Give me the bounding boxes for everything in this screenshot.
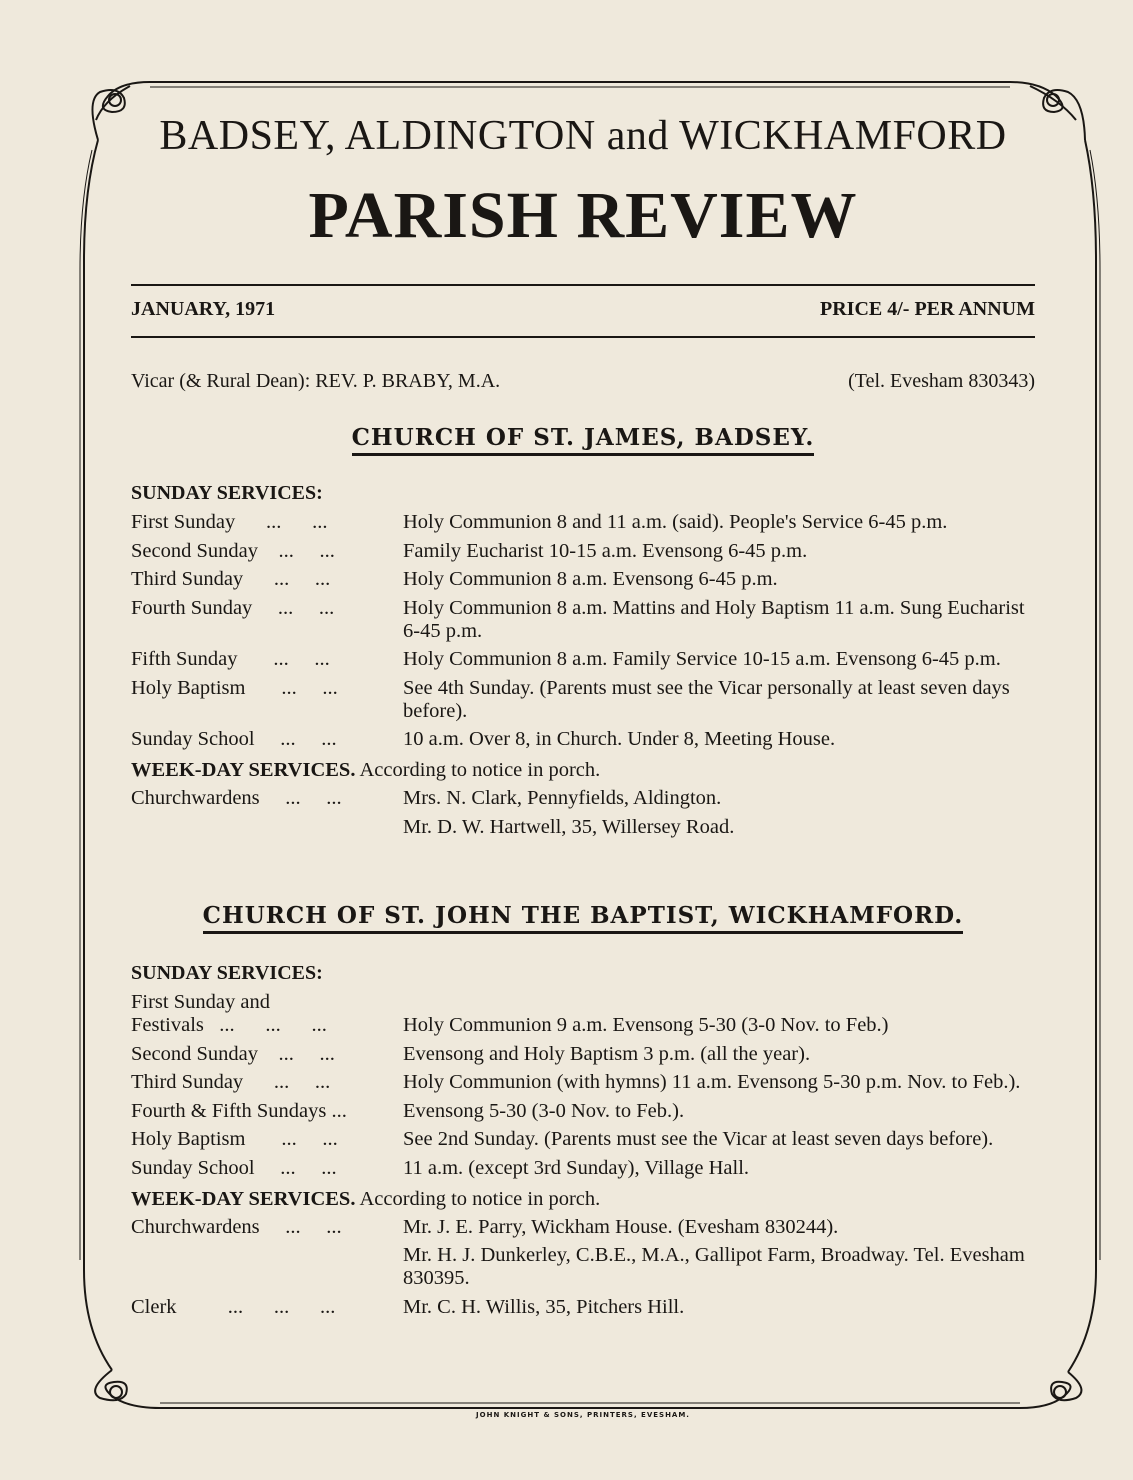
list-item: Fifth Sunday ... ... Holy Communion 8 a.m. Family Service 10-15 a.m. Evensong 6-45 p.m. [131,648,1001,670]
wickhamford-weekday: WEEK-DAY SERVICES. According to notice in porch. [131,1187,601,1210]
vicar-line [131,370,1035,393]
badsey-section [131,482,1035,844]
list-item: Sunday School ... ... 10 a.m. Over 8, in Church. Under 8, Meeting House. [131,728,836,750]
price: PRICE 4/- PER ANNUM [820,298,1035,320]
badsey-services-heading: SUNDAY SERVICES: [131,482,323,504]
wickhamford-heading: CHURCH OF ST. JOHN THE BAPTIST, WICKHAMFORD. [131,902,1035,934]
vicar-name: Vicar (& Rural Dean): REV. P. BRABY, M.A. [131,370,501,392]
badsey-churchwardens: Churchwardens ... ... Mrs. N. Clark, Pennyfields, Aldington. [131,787,722,809]
list-item: Holy Baptism ... ... See 4th Sunday. (Parents must see the Vicar personally at least seven days before). [131,676,1010,722]
issue-date: JANUARY, 1971 [131,298,276,320]
publication-title: PARISH REVIEW [308,179,858,252]
list-item: Third Sunday ... ... Holy Communion 8 a.m. Evensong 6-45 p.m. [131,568,778,590]
divider-bottom [131,336,1035,338]
wickhamford-churchwardens: Churchwardens ... ... Mr. J. E. Parry, Wickham House. (Evesham 830244). [131,1215,839,1238]
list-item: Holy Baptism ... ... See 2nd Sunday. (Parents must see the Vicar at least seven days before). [131,1128,994,1150]
list-item: Second Sunday ... ... Evensong and Holy Baptism 3 p.m. (all the year). [131,1042,811,1065]
list-item: Fourth Sunday ... ... Holy Communion 8 a.m. Mattins and Holy Baptism 11 a.m. Sung Eucharist 6-45 p.m. [131,596,1025,642]
badsey-churchwardens-2: Mr. D. W. Hartwell, 35, Willersey Road. [403,815,735,838]
wickhamford-churchwardens-2: Mr. H. J. Dunkerley, C.B.E., M.A., Gallipot Farm, Broadway. Tel. Evesham 830395. [403,1244,1025,1289]
vicar-tel: (Tel. Evesham 830343) [848,370,1035,392]
badsey-weekday: WEEK-DAY SERVICES. According to notice in porch. [131,759,601,781]
divider-top [131,284,1035,286]
printer-imprint: JOHN KNIGHT & SONS, PRINTERS, EVESHAM. [476,1411,690,1419]
list-item: Fourth & Fifth Sundays ... Evensong 5-30 (3-0 Nov. to Feb.). [131,1099,685,1122]
parish-names: BADSEY, ALDINGTON and WICKHAMFORD [159,113,1007,159]
first-sunday-label-line: First Sunday and [131,991,270,1013]
badsey-heading: CHURCH OF ST. JAMES, BADSEY. [131,424,1035,456]
wickhamford-section [131,962,1035,1324]
wickhamford-clerk: Clerk ... ... ... Mr. C. H. Willis, 35, Pitchers Hill. [131,1295,685,1318]
list-item: Festivals ... ... ... Holy Communion 9 a.m. Evensong 5-30 (3-0 Nov. to Feb.) [131,1014,889,1036]
list-item: Sunday School ... ... 11 a.m. (except 3rd Sunday), Village Hall. [131,1156,750,1179]
wickhamford-services-heading: SUNDAY SERVICES: [131,962,323,984]
list-item: Second Sunday ... ... Family Eucharist 10-15 a.m. Evensong 6-45 p.m. [131,539,808,562]
list-item: Third Sunday ... ... Holy Communion (with hymns) 11 a.m. Evensong 5-30 p.m. Nov. to Feb.). [131,1071,1021,1093]
list-item: First Sunday ... ... Holy Communion 8 and 11 a.m. (said). People's Service 6-45 p.m. [131,511,948,533]
issue-meta [131,298,1035,321]
